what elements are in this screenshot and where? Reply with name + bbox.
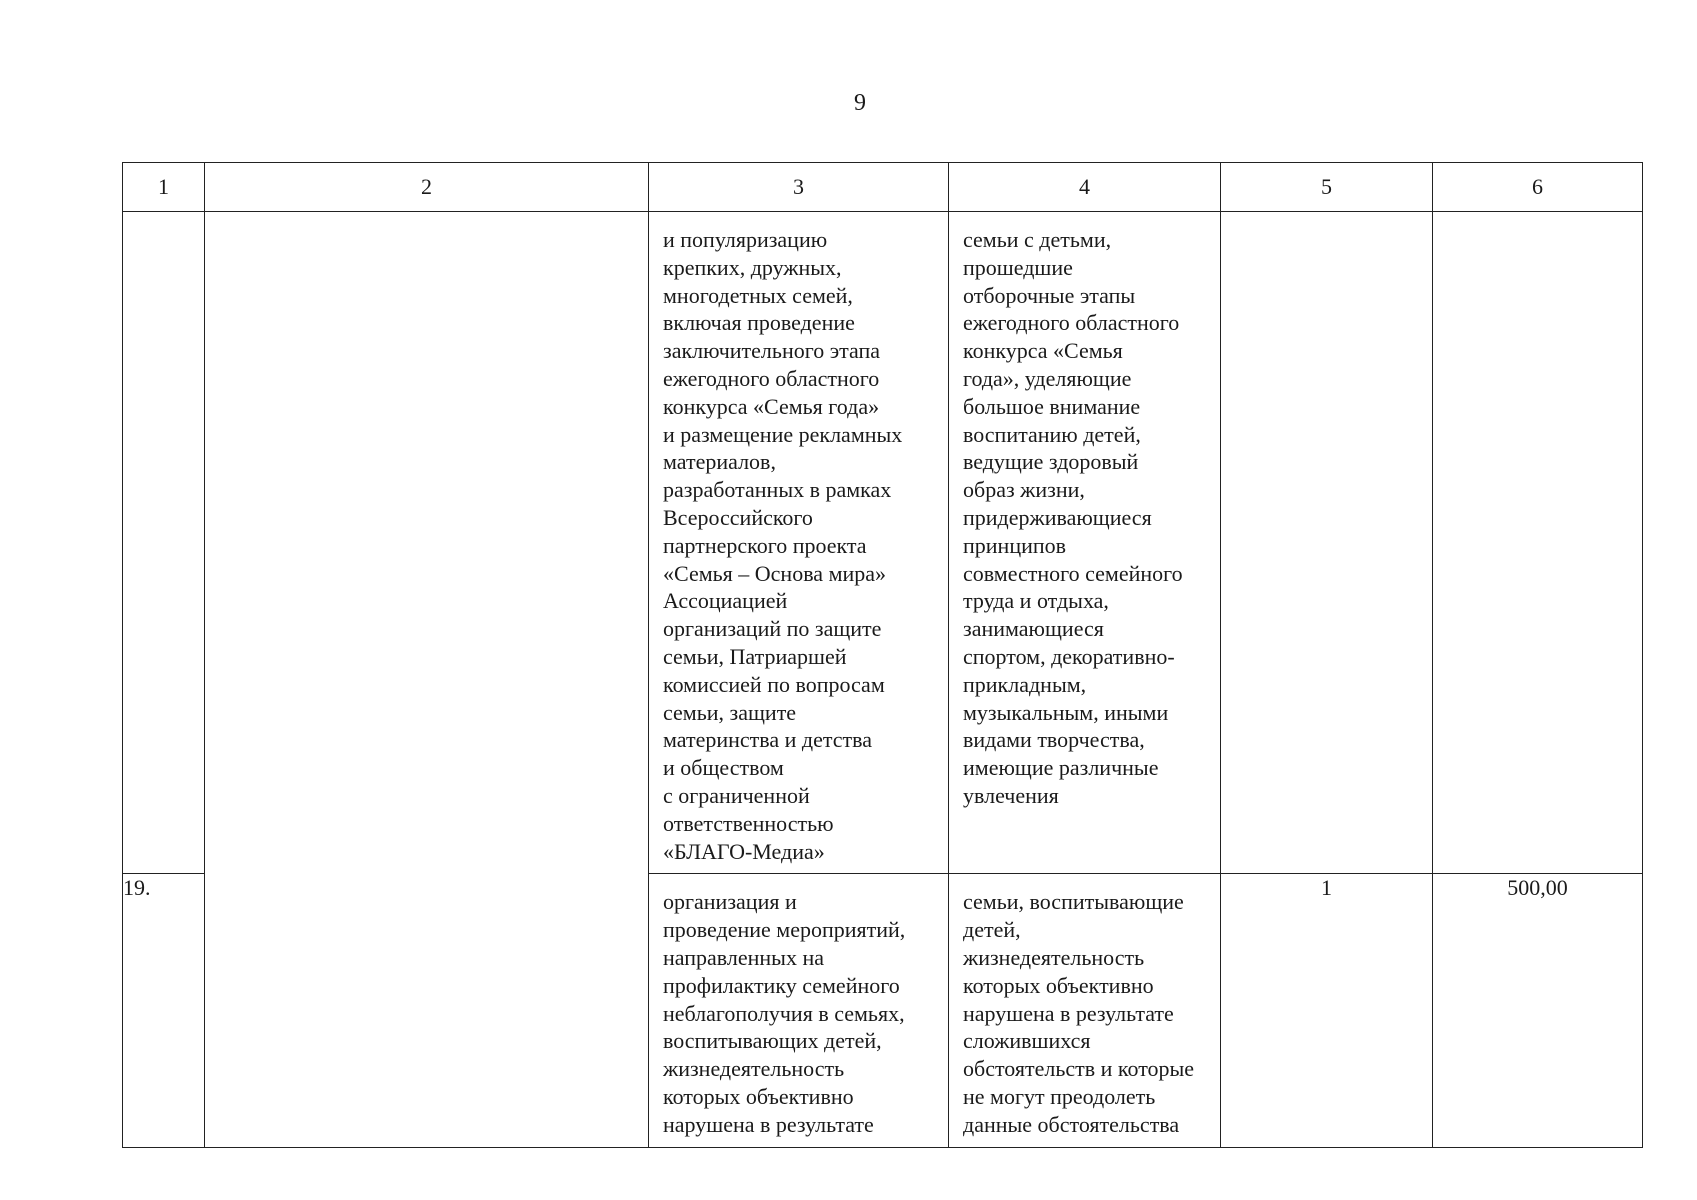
count-cell: 1 [1221, 874, 1433, 1147]
amount-cell [1433, 212, 1643, 874]
header-cell-2: 2 [205, 163, 649, 212]
table-header-row [123, 163, 1643, 212]
data-table [122, 162, 1643, 1148]
target-group-cell [949, 874, 1221, 1147]
event-description-cell [649, 874, 949, 1147]
target-group-text: семьи с детьми, прошедшие отборочные этапы ежегодного областного конкурса «Семья года», уделяющие большое внимание воспитанию детей, ведущие здоровый образ жизни, придерживающиеся принципов совместного семейного труда и отдыха, занимающиеся спортом, декоративно- прикладным, музыкальным, иными видами творчества, имеющие различные увлечения [963, 227, 1183, 808]
event-description-text: организация и проведение мероприятий, направленных на профилактику семейного неблагополучия в семьях, воспитывающих детей, жизнедеятельность которых объективно нарушена в результате [663, 889, 906, 1137]
header-cell-6: 6 [1433, 163, 1643, 212]
target-group-cell [949, 212, 1221, 874]
count-cell [1221, 212, 1433, 874]
table-row [123, 212, 1643, 874]
event-description-text: и популяризацию крепких, дружных, многодетных семей, включая проведение заключительного этапа ежегодного областного конкурса «Семья года» и размещение рекламных материалов, разработанных в рамках Всероссийского партнерского проекта «Семья – Основа мира» Ассоциацией организаций по защите семьи, Патриаршей комиссией по вопросам семьи, защите материнства и детства и обществом с ограниченной ответственностью «БЛАГО-Медиа» [663, 227, 903, 864]
row-number-cell [123, 212, 205, 874]
event-description-cell [649, 212, 949, 874]
header-cell-3: 3 [649, 163, 949, 212]
page-number: 9 [854, 90, 866, 116]
header-cell-5: 5 [1221, 163, 1433, 212]
column-2-cell [205, 212, 649, 1148]
header-cell-4: 4 [949, 163, 1221, 212]
row-number-cell: 19. [123, 874, 205, 1147]
amount-cell: 500,00 [1433, 874, 1643, 1147]
header-cell-1: 1 [123, 163, 205, 212]
target-group-text: семьи, воспитывающие детей, жизнедеятельность которых объективно нарушена в результате сложившихся обстоятельств и которые не могут преодолеть данные обстоятельства [963, 889, 1195, 1137]
